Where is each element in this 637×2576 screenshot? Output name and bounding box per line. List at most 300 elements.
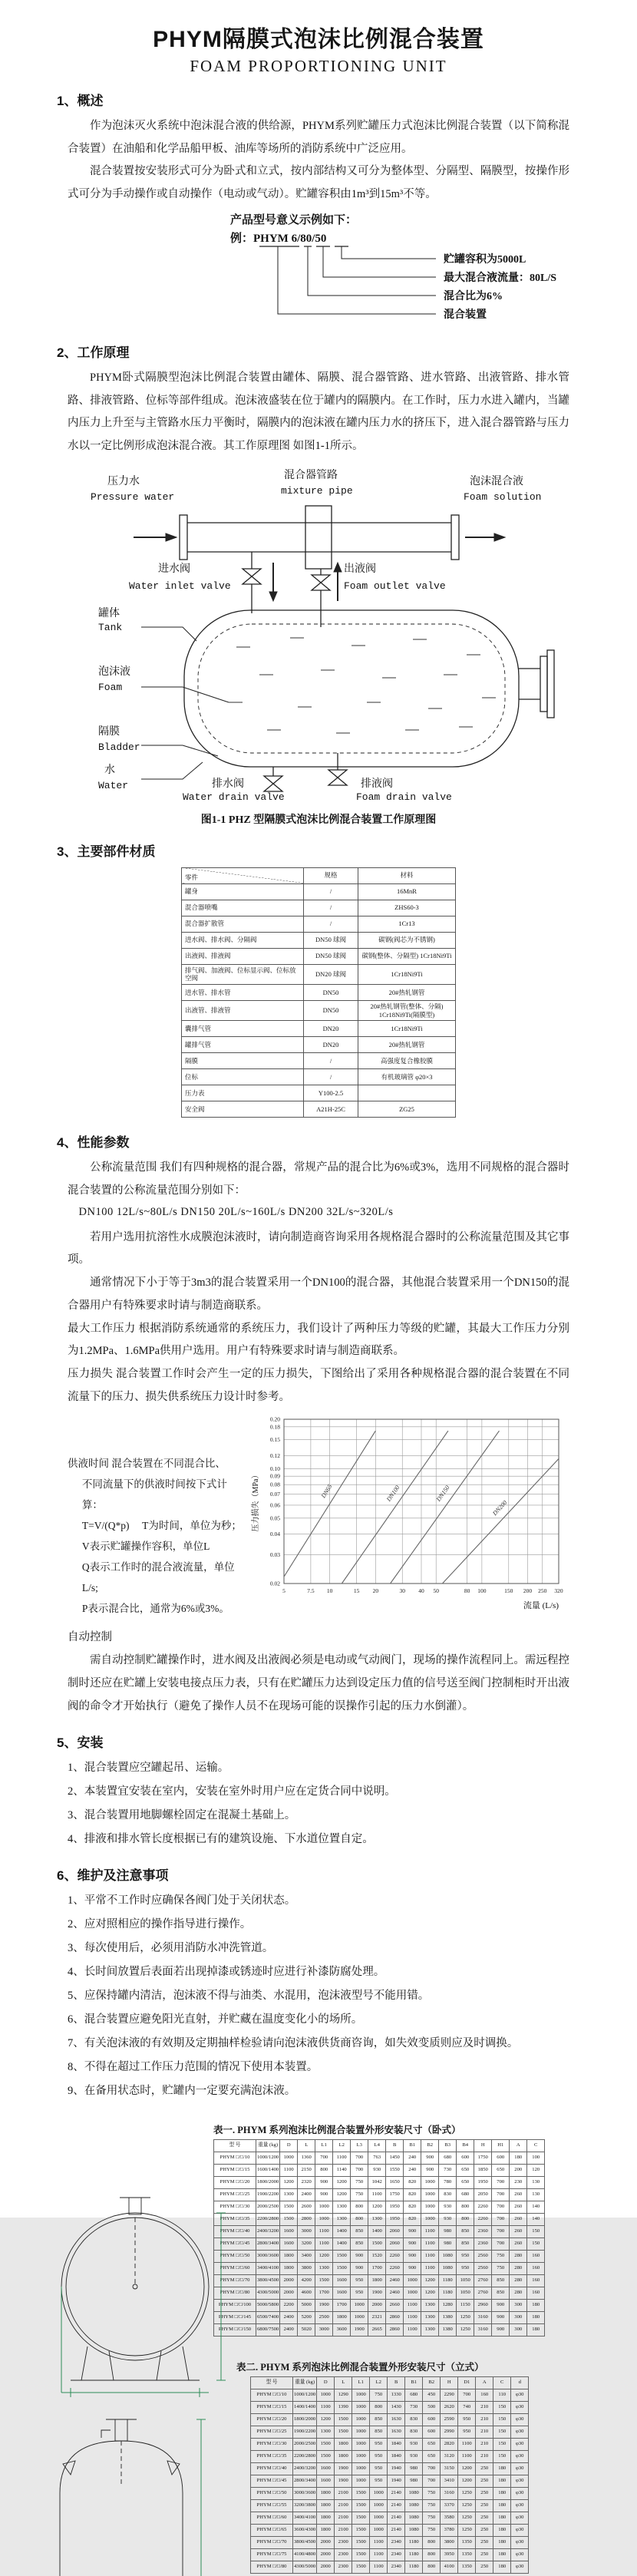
maintenance-list <box>68 1890 569 2102</box>
table-cell: φ30 <box>511 2402 529 2414</box>
table-cell: 250 <box>476 2561 493 2574</box>
table-cell: 800 <box>457 2201 474 2214</box>
maintenance-item: 7、有关泡沫液的有效期及定期抽样检验请向泡沫液供货商咨询，如失效变质则应及时调换。 <box>68 2037 519 2050</box>
table-cell: 2140 <box>388 2525 405 2537</box>
label-foam-drain-valve-zh: 排液阀 <box>361 778 393 790</box>
table-cell: ZG25 <box>358 1101 456 1118</box>
table-cell: 1100 <box>421 2251 439 2263</box>
table-cell: PHYM □/□/145 <box>214 2312 256 2324</box>
table-cell: 1100 <box>370 2561 388 2574</box>
table-cell: / <box>304 1069 358 1085</box>
table-cell: 1650 <box>386 2177 404 2189</box>
table-cell: 1100 <box>317 2402 335 2414</box>
table-cell: 1000 <box>404 2275 421 2287</box>
y-tick-label: 0.10 <box>269 1465 280 1473</box>
table-cell: 250 <box>476 2512 493 2525</box>
table-cell: 1050 <box>457 2275 474 2287</box>
section-4-paragraph: 通常情况下小于等于3m3的混合装置采用一个DN100的混合器，其他混合装置采用一个DN150的混合器用户有特殊要求时请与制造商联系。 <box>68 1276 569 1312</box>
page-subtitle: FOAM PROPORTIONING UNIT <box>190 57 447 75</box>
table-cell: PHYM □/□/80 <box>251 2561 293 2574</box>
table-cell: 2300 <box>335 2561 352 2574</box>
table-cell: 130 <box>527 2177 545 2189</box>
table-cell: 900 <box>351 2263 368 2275</box>
table-cell: PHYM □/□/15 <box>214 2165 256 2177</box>
table-cell: 1330 <box>388 2389 405 2402</box>
water-inlet-valve-symbol <box>243 552 261 613</box>
install-item: 4、排液和排水管长度根据已有的建筑设施、下水道位置自定。 <box>68 1833 374 1846</box>
table2-caption: 表二. PHYM 系列泡沫比例混合装置外形安装尺寸（立式） <box>236 2362 484 2373</box>
table-cell: 300 <box>510 2324 527 2337</box>
table-cell: 1950 <box>474 2177 492 2189</box>
table-cell: 140 <box>527 2214 545 2226</box>
figure-1-1-schematic <box>68 463 574 801</box>
table-cell: 1180 <box>439 2275 457 2287</box>
table-cell: 980 <box>439 2238 457 2251</box>
table-cell: PHYM □/□/65 <box>251 2525 293 2537</box>
series-line-DN150 <box>391 1432 500 1584</box>
table-cell: 830 <box>439 2189 457 2201</box>
table-cell: 160 <box>527 2275 545 2287</box>
table-cell: 280 <box>510 2275 527 2287</box>
table-cell: 2360 <box>474 2238 492 2251</box>
column-header: B1 <box>405 2377 423 2389</box>
x-tick-label: 150 <box>504 1587 513 1595</box>
table-cell: 750 <box>351 2177 368 2189</box>
table-cell: 1630 <box>388 2426 405 2439</box>
label-foam-en: Foam <box>98 681 123 693</box>
table-cell: 3000/3600 <box>293 2488 317 2500</box>
table-cell: 3400 <box>298 2251 315 2263</box>
x-tick-label: 200 <box>523 1587 533 1595</box>
table-cell: 混合器喷嘴 <box>182 900 304 916</box>
figure-1-1-caption: 图1-1 PHZ 型隔膜式泡沫比例混合装置工作原理图 <box>200 814 437 826</box>
column-header: B1 <box>404 2140 421 2152</box>
table-cell: 800 <box>370 2402 388 2414</box>
table-cell: 1200 <box>280 2177 298 2189</box>
table-cell: 1900 <box>335 2475 352 2488</box>
column-header: H <box>441 2377 458 2389</box>
table-cell: 950 <box>370 2475 388 2488</box>
table-cell: 2665 <box>368 2324 386 2337</box>
label-mixture-pipe-en: mixture pipe <box>281 484 353 497</box>
column-header: L1 <box>315 2140 333 2152</box>
table-cell: 2000 <box>368 2300 386 2312</box>
x-tick-label: 50 <box>433 1587 439 1595</box>
table-cell: 180 <box>510 2152 527 2165</box>
table-cell: 600 <box>457 2152 474 2165</box>
table-cell: 750 <box>423 2488 441 2500</box>
table-cell: 1940 <box>388 2463 405 2475</box>
table-cell: 930 <box>439 2201 457 2214</box>
install-item: 2、本装置宜安装在室内，安装在室外时用户应在定货合同中说明。 <box>68 1785 396 1798</box>
table-cell: 罐身 <box>182 883 304 900</box>
table-cell: φ30 <box>511 2537 529 2549</box>
x-tick-label: 320 <box>554 1587 563 1595</box>
table-cell: PHYM □/□/30 <box>214 2201 256 2214</box>
table-cell: 高强度复合橡胶膜 <box>358 1053 456 1069</box>
x-tick-label: 5 <box>282 1587 285 1595</box>
table-cell: 2200 <box>280 2300 298 2312</box>
table-cell: 180 <box>493 2500 511 2512</box>
table-cell: 1140 <box>333 2165 351 2177</box>
table-cell: 2560 <box>474 2263 492 2275</box>
table-cell: 800 <box>423 2537 441 2549</box>
table-cell: 5000/5800 <box>256 2300 280 2312</box>
label-bladder-zh: 隔膜 <box>98 725 120 738</box>
table-cell: PHYM □/□/25 <box>251 2426 293 2439</box>
table-cell: 2000 <box>317 2537 335 2549</box>
table-cell: 1500 <box>317 2439 335 2451</box>
table-cell: 950 <box>351 2287 368 2300</box>
table-cell: PHYM □/□/100 <box>214 2300 256 2312</box>
table-cell: 210 <box>476 2426 493 2439</box>
table-cell: 1000 <box>315 2214 333 2226</box>
table-cell: 1180 <box>405 2549 423 2561</box>
table-cell: PHYM □/□/45 <box>214 2238 256 2251</box>
supply-time-line: P表示混合比，通常为6%或3%。 <box>81 1603 229 1615</box>
table-cell: 1300 <box>421 2300 439 2312</box>
table-cell: 1300 <box>280 2189 298 2201</box>
table-cell: 1100 <box>315 2238 333 2251</box>
table-cell: 1042 <box>368 2177 386 2189</box>
label-water-zh: 水 <box>104 764 115 776</box>
supply-time-line: 供液时间 混合装置在不同混合比、 <box>68 1458 226 1470</box>
table-cell: 1Cr18Ni9Ti <box>358 964 456 984</box>
table-cell: 2360 <box>474 2226 492 2238</box>
table-cell: φ30 <box>511 2475 529 2488</box>
y-tick-label: 0.20 <box>269 1415 280 1423</box>
table-cell: 1100 <box>421 2238 439 2251</box>
table-cell: 2060 <box>386 2238 404 2251</box>
table-cell: PHYM □/□/70 <box>251 2537 293 2549</box>
table-cell: 180 <box>493 2549 511 2561</box>
table-cell: 1750 <box>386 2189 404 2201</box>
supply-time-line: Q表示工作时的混合液流量，单位L/s; <box>81 1561 235 1594</box>
table-cell: 650 <box>423 2439 441 2451</box>
table-cell: 2321 <box>368 2312 386 2324</box>
table-cell: 3800/4500 <box>256 2275 280 2287</box>
section-5-heading: 5、安装 <box>57 1735 104 1751</box>
table-cell: 900 <box>421 2152 439 2165</box>
table-cell: PHYM □/□/20 <box>251 2414 293 2426</box>
column-header: D <box>280 2140 298 2152</box>
table-cell: 1840 <box>388 2451 405 2463</box>
table-cell: 850 <box>351 2226 368 2238</box>
table-cell: 750 <box>351 2189 368 2201</box>
install-item: 3、混合装置用地脚螺栓固定在混凝土基础上。 <box>68 1809 296 1822</box>
table-cell: 2000 <box>317 2561 335 2574</box>
table-cell: 1000 <box>317 2389 335 2402</box>
leader-lines <box>141 627 229 779</box>
table-cell: 1000 <box>421 2214 439 2226</box>
table-cell: 950 <box>458 2426 476 2439</box>
table-cell: 180 <box>527 2312 545 2324</box>
table-cell: 250 <box>476 2463 493 2475</box>
table-cell: 1900/2200 <box>293 2426 317 2439</box>
x-tick-label: 20 <box>372 1587 379 1595</box>
table-cell: 1900/2200 <box>256 2189 280 2201</box>
auto-control-heading: 自动控制 <box>68 1631 112 1644</box>
table-cell: 950 <box>370 2463 388 2475</box>
table-cell: 1500 <box>333 2251 351 2263</box>
table-cell: 1400 <box>333 2226 351 2238</box>
column-header: B4 <box>457 2140 474 2152</box>
table-cell: 950 <box>458 2414 476 2426</box>
y-tick-label: 0.12 <box>269 1452 280 1460</box>
table-cell: 2760 <box>474 2275 492 2287</box>
table-cell: 3400/4100 <box>256 2263 280 2275</box>
table-cell: 830 <box>405 2426 423 2439</box>
install-list <box>68 1757 569 1851</box>
column-header: 型 号 <box>251 2377 293 2389</box>
table-cell: 650 <box>457 2177 474 2189</box>
table-cell: 1000 <box>352 2463 370 2475</box>
table-cell: 1000/1200 <box>256 2152 280 2165</box>
table-cell: DN50 <box>304 985 358 1001</box>
table-cell: 2600 <box>298 2201 315 2214</box>
table-cell: 1250 <box>458 2512 476 2525</box>
table-cell: PHYM □/□/20 <box>214 2177 256 2189</box>
table-cell: 180 <box>493 2463 511 2475</box>
label-water-inlet-valve-en: Water inlet valve <box>129 580 231 592</box>
series-label-DN100: DN100 <box>385 1485 401 1504</box>
table-cell: 3000 <box>315 2324 333 2337</box>
table-cell: PHYM □/□/50 <box>214 2251 256 2263</box>
table-cell: 1150 <box>457 2300 474 2312</box>
table-cell: 1300 <box>317 2426 335 2439</box>
table-cell: 6500/7400 <box>256 2312 280 2324</box>
table-cell: PHYM □/□/10 <box>214 2152 256 2165</box>
table-cell: 1Cr18Ni9Ti <box>358 1021 456 1037</box>
table-cell: 有机玻璃管 φ20×3 <box>358 1069 456 1085</box>
table-cell: 1250 <box>458 2500 476 2512</box>
x-tick-label: 250 <box>538 1587 547 1595</box>
table-cell: 1080 <box>405 2488 423 2500</box>
x-tick-label: 100 <box>477 1587 487 1595</box>
table-cell: 100 <box>527 2152 545 2165</box>
table-cell: 200 <box>510 2165 527 2177</box>
tank-shell <box>184 610 554 767</box>
table-cell: 180 <box>527 2300 545 2312</box>
table-cell: 500 <box>423 2402 441 2414</box>
table-cell: 1300 <box>421 2324 439 2337</box>
table-cell: 1000 <box>421 2189 439 2201</box>
table-cell: 260 <box>510 2214 527 2226</box>
table-cell: / <box>304 1053 358 1069</box>
table-cell: 680 <box>405 2389 423 2402</box>
table-cell: PHYM □/□/50 <box>251 2488 293 2500</box>
table-cell: 160 <box>527 2263 545 2275</box>
table-cell: φ30 <box>511 2561 529 2574</box>
table-cell: 250 <box>476 2475 493 2488</box>
table-cell: 1800/2000 <box>256 2177 280 2189</box>
column-header: A <box>476 2377 493 2389</box>
label-pressure-water-en: Pressure water <box>91 490 175 503</box>
table-cell: 1200 <box>458 2463 476 2475</box>
table-cell: 出液阀、排液阀 <box>182 948 304 964</box>
supply-time-block <box>68 1413 247 1619</box>
table-cell: 2320 <box>298 2177 315 2189</box>
auto-control-paragraph: 需自动控制贮罐操作时，进水阀及出液阀必须是电动或气动阀门，现场的操作流程同上。需远程控制时还应在贮罐上安装电接点压力表，只有在贮罐压力达到设定压力值的信号送至阀门控制柜时开出液阀的命令才开始执行（避免了操作人员不在现场可能的误操作引起的压力水倒灌）。 <box>68 1654 569 1712</box>
table-cell: 700 <box>351 2165 368 2177</box>
x-tick-label: 7.5 <box>307 1587 315 1595</box>
column-header: L3 <box>351 2140 368 2152</box>
table-cell: 120 <box>527 2165 545 2177</box>
table-cell: 210 <box>476 2414 493 2426</box>
table-cell: φ30 <box>511 2426 529 2439</box>
model-code-label: 贮罐容积为5000L <box>444 253 526 266</box>
table-cell: 1200 <box>333 2189 351 2201</box>
table-cell: 20#热轧钢管 <box>358 985 456 1001</box>
table-cell: 680 <box>457 2189 474 2201</box>
table-cell: 1100 <box>370 2549 388 2561</box>
table-cell: 20#热轧钢管 <box>358 1037 456 1053</box>
table-cell: 300 <box>510 2312 527 2324</box>
table-cell: 700 <box>492 2189 510 2201</box>
table-cell: 1360 <box>298 2152 315 2165</box>
table-cell: 700 <box>492 2226 510 2238</box>
table-cell: 2100 <box>335 2525 352 2537</box>
table-cell: PHYM □/□/60 <box>214 2263 256 2275</box>
dimensions-table-horizontal <box>213 2139 545 2337</box>
table-cell: 250 <box>476 2488 493 2500</box>
table-cell: 2100 <box>335 2500 352 2512</box>
table-cell: 2500 <box>315 2312 333 2324</box>
table-cell: 3580 <box>441 2512 458 2525</box>
page-title: PHYM隔膜式泡沫比例混合装置 <box>153 27 484 52</box>
table-cell: 3000/3600 <box>256 2251 280 2263</box>
table-cell: 900 <box>404 2238 421 2251</box>
column-header: 重量 (kg) <box>256 2140 280 2152</box>
table-cell: 碳钢(阀芯为不锈钢) <box>358 932 456 948</box>
table-cell: 3160 <box>474 2324 492 2337</box>
table-cell: 3950 <box>441 2549 458 2561</box>
label-bladder-en: Bladder <box>98 741 140 753</box>
table-cell: PHYM □/□/10 <box>251 2389 293 2402</box>
table-cell: 1080 <box>405 2525 423 2537</box>
label-water-drain-valve-zh: 排水阀 <box>212 778 244 790</box>
series-label-DN200: DN200 <box>491 1499 509 1518</box>
maintenance-item: 5、应保持罐内清洁，泡沫液不得与油类、水混用，泡沫液型号不能用错。 <box>68 1990 430 2003</box>
section-4-paragraph: 若用户选用抗溶性水成膜泡沫液时，请向制造商咨询采用各规格混合器时的公称流量范围及其它事项。 <box>68 1230 569 1267</box>
table-cell: Y100-2.5 <box>304 1085 358 1101</box>
table-cell: 750 <box>423 2512 441 2525</box>
table-cell: 2820 <box>441 2439 458 2451</box>
column-header: 材料 <box>358 867 456 883</box>
table-cell: 2340 <box>388 2549 405 2561</box>
table-cell: 1500 <box>352 2549 370 2561</box>
table-cell: 2000 <box>317 2549 335 2561</box>
table-cell: 3800 <box>298 2263 315 2275</box>
table-cell: 2200/2800 <box>256 2214 280 2226</box>
table-cell: 250 <box>476 2525 493 2537</box>
table-cell: 1200 <box>458 2475 476 2488</box>
table-cell: 4100/4800 <box>293 2549 317 2561</box>
column-header: 零件 <box>182 867 304 883</box>
table-cell: 1000 <box>352 2414 370 2426</box>
table-cell: 230 <box>510 2177 527 2189</box>
table-cell: 680 <box>439 2152 457 2165</box>
column-header: L2 <box>333 2140 351 2152</box>
table-cell: 1450 <box>386 2152 404 2165</box>
y-tick-label: 0.09 <box>269 1473 280 1481</box>
table-cell: A21H-25C <box>304 1101 358 1118</box>
table-cell: 900 <box>404 2226 421 2238</box>
table-cell: 160 <box>527 2287 545 2300</box>
supply-time-line: T=V/(Q*p) T为时间，单位为秒； <box>81 1520 242 1532</box>
y-tick-label: 0.04 <box>269 1531 280 1538</box>
table-cell: 1500 <box>352 2525 370 2537</box>
table-cell: 1350 <box>458 2561 476 2574</box>
table-cell: 1500 <box>335 2426 352 2439</box>
supply-time-line: 不同流量下的供液时间按下式计算： <box>81 1478 227 1511</box>
foam-outlet-valve-symbol <box>312 569 330 627</box>
table-cell: PHYM □/□/70 <box>214 2275 256 2287</box>
table-cell: φ30 <box>511 2500 529 2512</box>
table-cell: PHYM □/□/60 <box>251 2512 293 2525</box>
table-cell: 700 <box>492 2238 510 2251</box>
table-cell: PHYM □/□/45 <box>251 2475 293 2488</box>
table-cell: 1100 <box>370 2537 388 2549</box>
table-cell: 1500 <box>315 2275 333 2287</box>
table-cell: 750 <box>423 2500 441 2512</box>
table-cell: 900 <box>404 2263 421 2275</box>
table-cell: PHYM □/□/25 <box>214 2189 256 2201</box>
table-cell: 150 <box>493 2402 511 2414</box>
table-cell: 位标 <box>182 1069 304 1085</box>
table-cell: 1100 <box>280 2165 298 2177</box>
table-cell: 300 <box>510 2300 527 2312</box>
table-cell: 700 <box>458 2389 476 2402</box>
table-cell: 1100 <box>458 2439 476 2451</box>
table-cell: 6800/7500 <box>256 2324 280 2337</box>
column-header: B <box>386 2140 404 2152</box>
table-cell: φ30 <box>511 2512 529 2525</box>
y-tick-label: 0.02 <box>269 1580 280 1587</box>
table-cell: 980 <box>405 2475 423 2488</box>
table-cell: 1200 <box>317 2414 335 2426</box>
table-cell: 2060 <box>386 2226 404 2238</box>
section-4-heading: 4、性能参数 <box>57 1135 130 1151</box>
table-cell: 2460 <box>386 2287 404 2300</box>
table-cell: 950 <box>457 2263 474 2275</box>
column-header: B2 <box>421 2140 439 2152</box>
table-cell: 2300 <box>335 2537 352 2549</box>
table-cell: 3800/4500 <box>293 2537 317 2549</box>
table-cell: 700 <box>315 2152 333 2165</box>
table-cell: 1000 <box>351 2300 368 2312</box>
table-cell: 450 <box>423 2389 441 2402</box>
table-cell: 180 <box>493 2561 511 2574</box>
section-1-paragraph: 作为泡沫灭火系统中泡沫混合液的供给源，PHYM系列贮罐压力式泡沫比例混合装置（以下简称混合装置）在油船和化学品船甲板、油库等场所的消防系统中广泛应用。 <box>68 120 569 155</box>
foam-drain-valve-symbol <box>328 753 347 785</box>
table-cell: 2290 <box>441 2389 458 2402</box>
maintenance-item: 6、混合装置应避免阳光直射，并贮藏在温度变化小的场所。 <box>68 2013 363 2026</box>
table-cell: 750 <box>370 2389 388 2402</box>
table-cell: 1280 <box>439 2300 457 2312</box>
table-cell: 1800 <box>317 2512 335 2525</box>
table-cell: 1000 <box>370 2512 388 2525</box>
table-cell: 压力表 <box>182 1085 304 1101</box>
table-cell: 1250 <box>457 2324 474 2337</box>
column-header: B2 <box>423 2377 441 2389</box>
foam-texture <box>229 638 496 733</box>
table-cell: PHYM □/□/40 <box>214 2226 256 2238</box>
table-cell: 3800 <box>441 2537 458 2549</box>
table-cell: 750 <box>492 2263 510 2275</box>
table-cell: 1300 <box>315 2263 333 2275</box>
table-cell: 700 <box>423 2463 441 2475</box>
